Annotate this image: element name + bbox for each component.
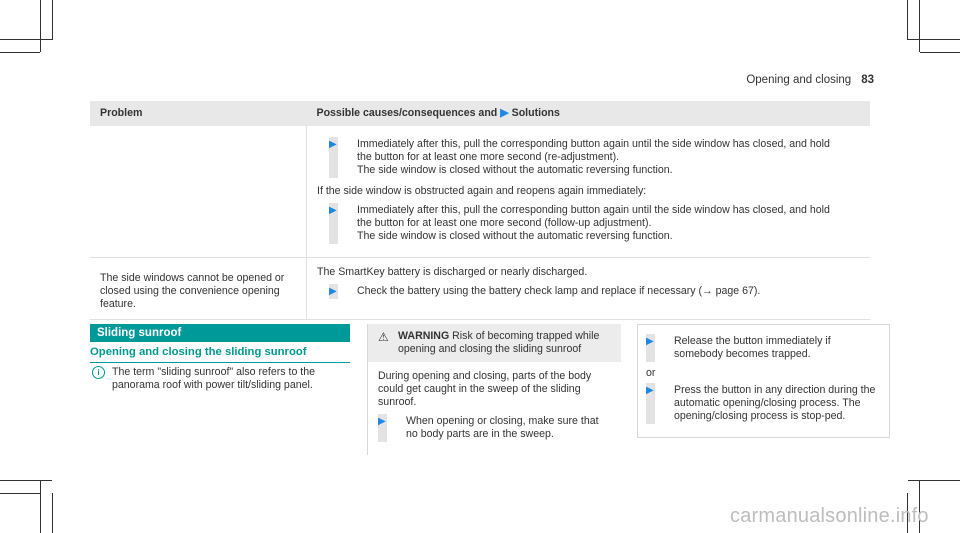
warning-body: During opening and closing, parts of the body could get caught in the sweep of the sliding sunroof. ▶ When opening or closing, make sure that no body parts are in the sweep. [368, 362, 621, 441]
column-header-problem: Problem [90, 101, 307, 126]
table-cell-solutions: The SmartKey battery is discharged or nearly discharged. ▶ Check the battery using the battery check lamp and replace if necessary (→ page 67). [307, 258, 871, 320]
watermark: carmanualsonline.info [730, 505, 929, 527]
step-arrow-icon: ▶ [646, 385, 654, 396]
header-title: Opening and closing [746, 74, 852, 86]
troubleshooting-table [90, 101, 870, 320]
table-row [90, 258, 870, 320]
crop-mark [919, 0, 920, 52]
instruction-step: ▶ Press the button in any direction during the automatic opening/closing process. The opening/closing process is stop-ped. [646, 384, 876, 422]
arrow-right-icon: ▶ [500, 107, 509, 119]
step-arrow-icon: ▶ [378, 416, 386, 427]
step-arrow-icon: ▶ [329, 205, 337, 216]
warning-header: ⚠ WARNING Risk of becoming trapped while opening and closing the sliding sunroof [368, 324, 621, 362]
warning-triangle-icon: ⚠ [378, 330, 389, 344]
instruction-step: ▶ Immediately after this, pull the corresponding button again until the side window has closed, and hold the button for at least one more second (follow-up adjustment). The side window is closed without the automatic reversing function. [329, 204, 830, 242]
crop-mark [907, 0, 908, 40]
table-header-row [90, 101, 870, 126]
warning-box [367, 324, 621, 455]
crop-mark [0, 52, 40, 53]
crop-mark [0, 39, 52, 40]
paragraph: If the side window is obstructed again and reopens again immediately: [317, 185, 647, 197]
page-header [746, 74, 874, 86]
section-title: Sliding sunroof [90, 324, 350, 342]
crop-mark [52, 0, 53, 40]
step-arrow-icon: ▶ [329, 139, 337, 150]
info-note: i The term "sliding sunroof" also refers to the panorama roof with power tilt/sliding panel. [90, 366, 355, 392]
instruction-step: ▶ Check the battery using the battery check lamp and replace if necessary (→ page 67). [329, 285, 761, 297]
crop-mark [908, 480, 960, 481]
instruction-step: ▶ Immediately after this, pull the corresponding button again until the side window has closed, and hold the button for at least one more second (re-adjustment). The side window is closed without the automatic reversing function. [329, 138, 830, 176]
or-separator: or [646, 367, 656, 379]
table-cell-problem: The side windows cannot be opened or closed using the convenience opening feature. [90, 258, 307, 320]
instruction-step: ▶ When opening or closing, make sure that no body parts are in the sweep. [378, 415, 599, 440]
table-cell-solutions [307, 126, 871, 258]
crop-mark [908, 39, 960, 40]
instruction-step: ▶ Release the button immediately if somebody becomes trapped. [646, 335, 831, 360]
step-arrow-icon: ▶ [646, 336, 654, 347]
section-subtitle: Opening and closing the sliding sunroof [90, 346, 350, 363]
crop-mark [40, 481, 41, 533]
crop-mark [920, 52, 960, 53]
page-number: 83 [861, 74, 874, 86]
crop-mark [0, 493, 40, 494]
info-icon: i [92, 366, 105, 379]
crop-mark [52, 493, 53, 533]
crop-mark [0, 480, 52, 481]
action-box [637, 324, 890, 438]
crop-mark [40, 0, 41, 52]
table-row [90, 126, 870, 258]
step-arrow-icon: ▶ [329, 286, 337, 297]
table-cell-problem [90, 126, 307, 258]
column-header-causes: Possible causes/consequences and ▶ Solutions [307, 101, 871, 126]
